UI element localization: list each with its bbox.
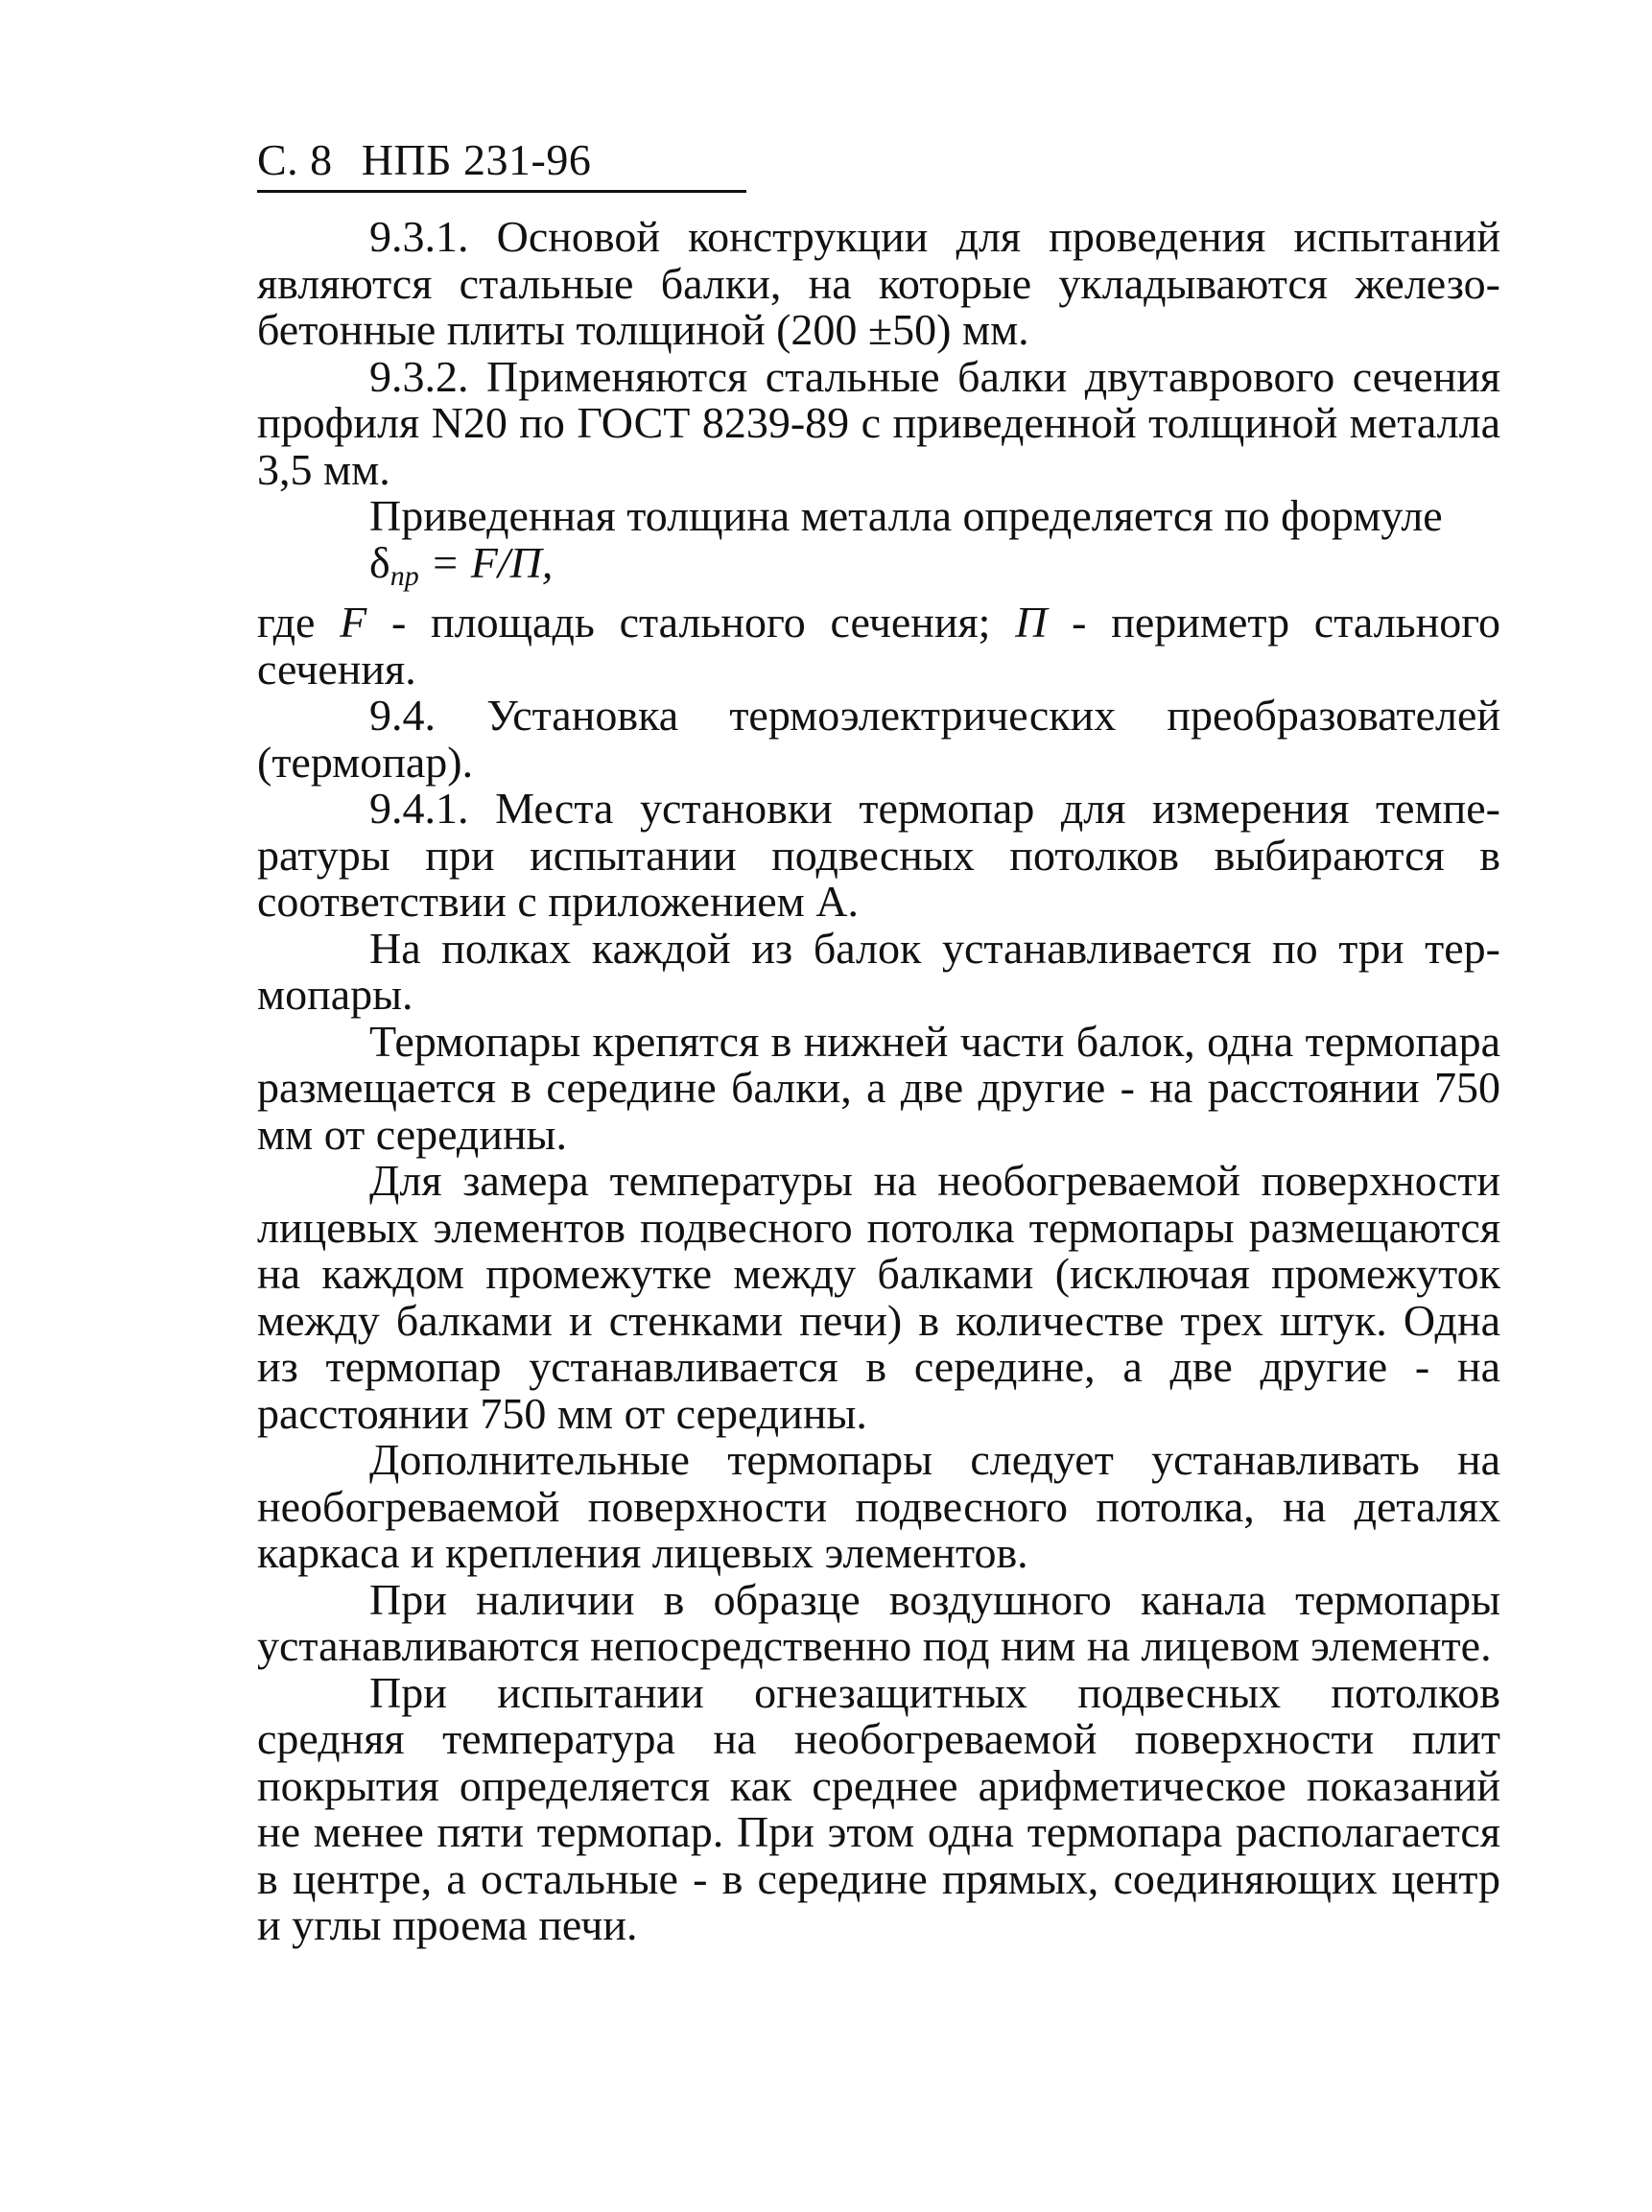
formula-explanation-prefix: где	[257, 598, 341, 647]
paragraph-beam-thermocouples: Термопары крепятся в нижней части балок, одна термопара размещается в середине балки, а две другие - на расстоянии 750 мм от середины.	[257, 1016, 1500, 1159]
paragraph-9-3-2: 9.3.2. Применяются стальные балки двутаврового сечения профиля N20 по ГОСТ 8239-89 с приведенной толщиной металла 3,5 мм.	[257, 351, 1500, 494]
document-code: НПБ 231-96	[361, 135, 592, 184]
running-header	[257, 134, 1500, 186]
formula-symbol: δ	[369, 537, 390, 587]
page-number: С. 8	[257, 135, 333, 184]
formula-explanation-suffix: - периметр стального сечения.	[257, 598, 1500, 694]
paragraph-additional-thermocouples: Дополнительные термопары следует устанавливать на необогреваемой поверхности подвесного потолка, на деталях каркаса и крепления лицевых элементов.	[257, 1435, 1500, 1577]
header-rule	[257, 190, 746, 193]
formula-subscript: пр	[389, 559, 419, 592]
paragraph-9-4-1: 9.4.1. Места установки термопар для измерения температуры при испытании подвесных потолков выбираются в соответствии с приложением А.	[257, 784, 1500, 926]
variable-p: П	[1015, 598, 1048, 647]
formula	[257, 537, 1500, 600]
formula-rhs: = F/П,	[430, 537, 554, 587]
variable-f: F	[340, 598, 367, 647]
paragraph-unheated-surface: Для замера температуры на необогреваемой поверхности лицевых элементов подвесного потолка термопары размещаются на каждом промежутке между балками (исключая промежуток между балками и стенками печи) в количестве трех штук. Одна из термопар устанавливается в середине, а две другие - на расстоянии 750 мм от середины.	[257, 1156, 1500, 1438]
formula-explanation-middle: - площадь стального сечения;	[366, 598, 1016, 647]
document-page	[257, 134, 1500, 1949]
paragraph-formula-intro: Приведенная толщина металла определяется по формуле	[369, 491, 1443, 540]
paragraph-9-4: 9.4. Установка термоэлектрических преобразователей (термопар).	[257, 691, 1500, 787]
formula-explanation	[257, 600, 1500, 693]
paragraph-air-channel: При наличии в образце воздушного канала термопары устанавливаются непосредственно под ним на лицевом элементе.	[257, 1574, 1500, 1670]
paragraph-beam-flanges: На полках каждой из балок устанавливается по три термопары.	[257, 923, 1500, 1019]
body-text	[257, 214, 1500, 1949]
paragraph-fireproof-ceilings: При испытании огнезащитных подвесных потолков средняя температура на необогреваемой поверхности плит покрытия определяется как среднее арифметическое показаний не менее пяти термопар. При этом одна термопара располагается в центре, а остальные - в середине прямых, соединяющих центр и углы проема печи.	[257, 1667, 1500, 1949]
paragraph-9-3-1: 9.3.1. Основой конструкции для проведения испытаний являются стальные балки, на которые укладываются железобетонные плиты толщиной (200 ±50) мм.	[257, 212, 1500, 354]
